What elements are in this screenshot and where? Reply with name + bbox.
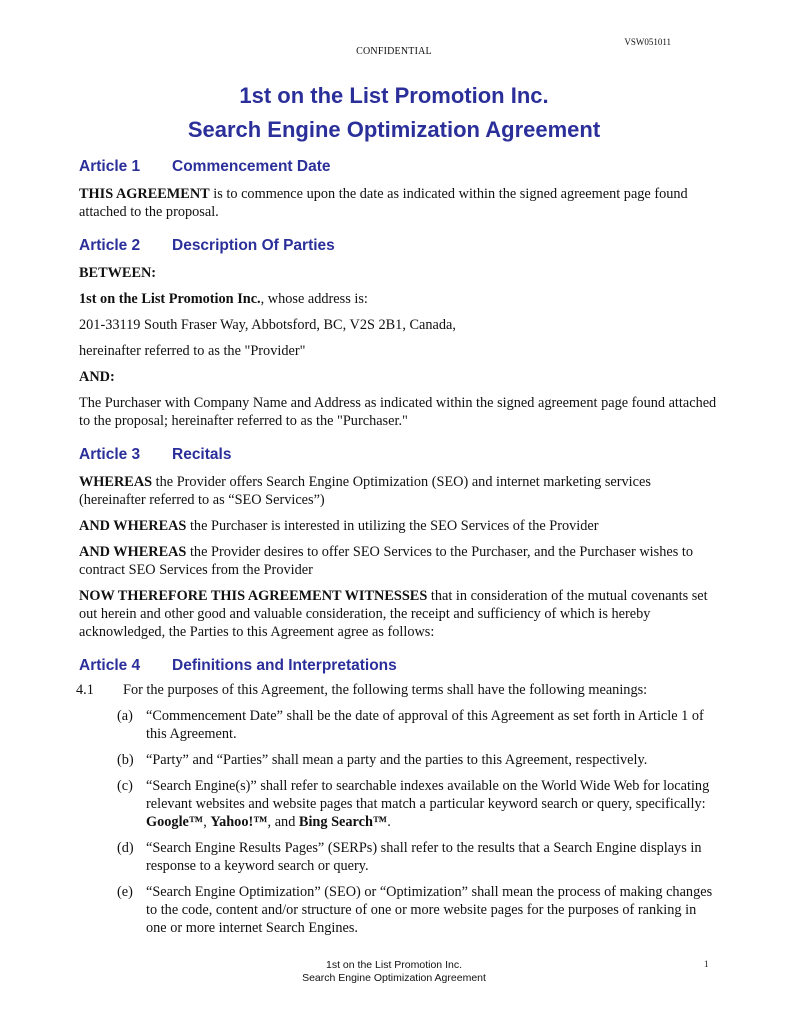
and-label: AND: xyxy=(79,369,115,385)
definition-item-b: (b) “Party” and “Parties” shall mean a party and the parties to this Agreement, respectively. xyxy=(117,752,648,768)
article-number: Article 3 xyxy=(79,446,141,463)
document-id: VSW051011 xyxy=(624,37,671,47)
document-body xyxy=(76,158,719,937)
article-title: Commencement Date xyxy=(172,158,331,175)
article-1-paragraph: THIS AGREEMENT is to commence upon the date as indicated within the signed agreement page found attached to the proposal. xyxy=(79,186,688,220)
article-title: Description Of Parties xyxy=(172,237,335,254)
definition-item-e: (e) “Search Engine Optimization” (SEO) or “Optimization” shall mean the process of making changes to the code, content and/or structure of one or more website pages for the purposes of ranking in one or more internet Search Engines. xyxy=(117,884,713,936)
between-label: BETWEEN: xyxy=(79,265,157,281)
article-number: Article 1 xyxy=(79,158,141,175)
footer-company: 1st on the List Promotion Inc. xyxy=(326,959,462,971)
agreement-title: Search Engine Optimization Agreement xyxy=(187,117,601,142)
definitions-section xyxy=(76,681,719,937)
provider-address: 201-33119 South Fraser Way, Abbotsford, BC, V2S 2B1, Canada, xyxy=(79,317,456,333)
definition-item-d: (d) “Search Engine Results Pages” (SERPs) shall refer to the results that a Search Engine displays in response to a keyword search or query. xyxy=(117,840,702,874)
article-number: Article 2 xyxy=(79,237,141,254)
section-4-1: 4.1 For the purposes of this Agreement, the following terms shall have the following meanings: xyxy=(76,682,648,698)
definition-item-c: (c) “Search Engine(s)” shall refer to searchable indexes available on the World Wide Web for locating relevant websites and website pages that match a particular keyword search or query, specifically: Google™, Yahoo!™, and Bing Search™. xyxy=(117,778,710,830)
recital-4: NOW THEREFORE THIS AGREEMENT WITNESSES that in consideration of the mutual covenants set out herein and other good and valuable consideration, the receipt and sufficiency of which is hereby acknowledged, the Parties to this Agreement agree as follows: xyxy=(79,588,708,640)
purchaser-description: The Purchaser with Company Name and Address as indicated within the signed agreement page found attached to the proposal; hereinafter referred to as the "Purchaser." xyxy=(79,395,717,429)
article-3-heading xyxy=(79,446,719,464)
article-2-heading xyxy=(79,237,719,255)
article-title: Definitions and Interpretations xyxy=(172,657,397,674)
article-title: Recitals xyxy=(172,446,232,463)
provider-reference: hereinafter referred to as the "Provider" xyxy=(79,343,306,359)
page-number: 1 xyxy=(704,959,709,969)
recital-3: AND WHEREAS the Provider desires to offer SEO Services to the Purchaser, and the Purchaser wishes to contract SEO Services from the Provider xyxy=(79,544,693,578)
article-number: Article 4 xyxy=(79,657,141,674)
confidential-label: CONFIDENTIAL xyxy=(356,46,432,57)
article-1-heading xyxy=(79,158,719,176)
recital-1: WHEREAS the Provider offers Search Engine Optimization (SEO) and internet marketing services (hereinafter referred to as “SEO Services”) xyxy=(79,474,651,508)
footer-document-title: Search Engine Optimization Agreement xyxy=(302,972,486,984)
recital-2: AND WHEREAS the Purchaser is interested in utilizing the SEO Services of the Provider xyxy=(79,518,599,534)
definition-item-a: (a) “Commencement Date” shall be the date of approval of this Agreement as set forth in Article 1 of this Agreement. xyxy=(117,708,704,742)
page-footer xyxy=(0,959,788,985)
provider-name: 1st on the List Promotion Inc., whose address is: xyxy=(79,291,368,307)
company-title: 1st on the List Promotion Inc. xyxy=(239,83,549,108)
article-4-heading xyxy=(79,657,719,675)
